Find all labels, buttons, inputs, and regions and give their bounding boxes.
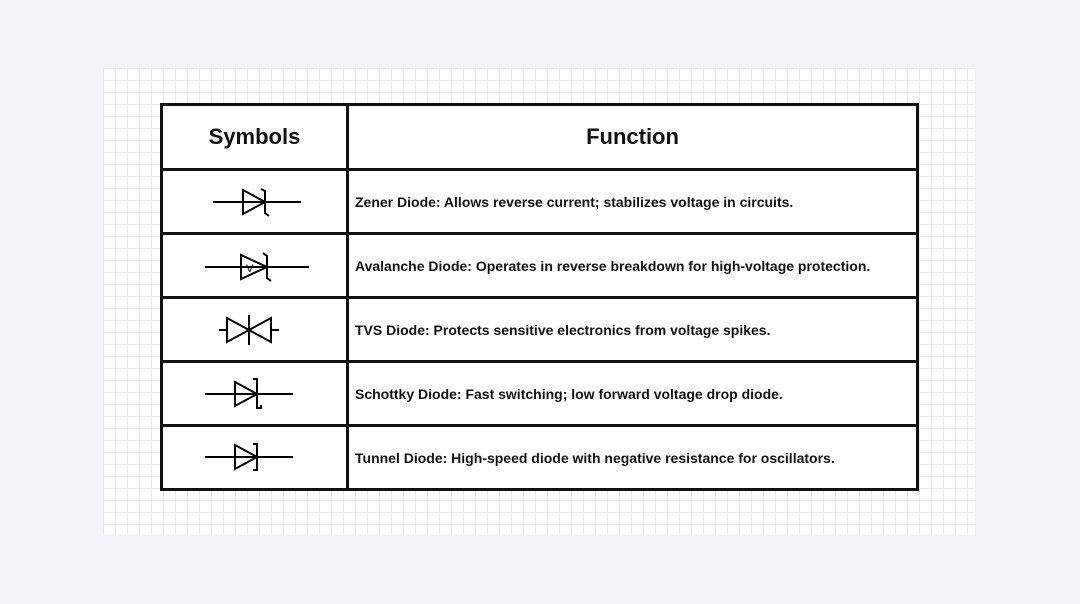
zener-diode-icon <box>163 171 346 232</box>
symbol-cell <box>162 170 348 234</box>
table-row <box>162 362 918 426</box>
function-text: Avalanche Diode: Operates in reverse breakdown for high-voltage protection. <box>348 234 918 298</box>
table-row <box>162 426 918 490</box>
tvs-diode-icon <box>163 299 346 360</box>
v-label: V <box>246 263 254 275</box>
function-text: TVS Diode: Protects sensitive electronics from voltage spikes. <box>348 298 918 362</box>
tunnel-diode-icon <box>163 427 346 488</box>
symbol-cell <box>162 362 348 426</box>
header-row <box>162 105 918 170</box>
function-text: Tunnel Diode: High-speed diode with negative resistance for oscillators. <box>348 426 918 490</box>
table-row <box>162 298 918 362</box>
function-text: Zener Diode: Allows reverse current; stabilizes voltage in circuits. <box>348 170 918 234</box>
table-row <box>162 170 918 234</box>
table-row <box>162 234 918 298</box>
symbol-cell <box>162 298 348 362</box>
diode-symbols-table <box>160 103 919 491</box>
symbol-cell <box>162 426 348 490</box>
header-function: Function <box>348 105 918 170</box>
function-text: Schottky Diode: Fast switching; low forward voltage drop diode. <box>348 362 918 426</box>
schottky-diode-icon <box>163 363 346 424</box>
header-symbols: Symbols <box>162 105 348 170</box>
avalanche-diode-icon <box>163 235 346 296</box>
symbol-cell <box>162 234 348 298</box>
